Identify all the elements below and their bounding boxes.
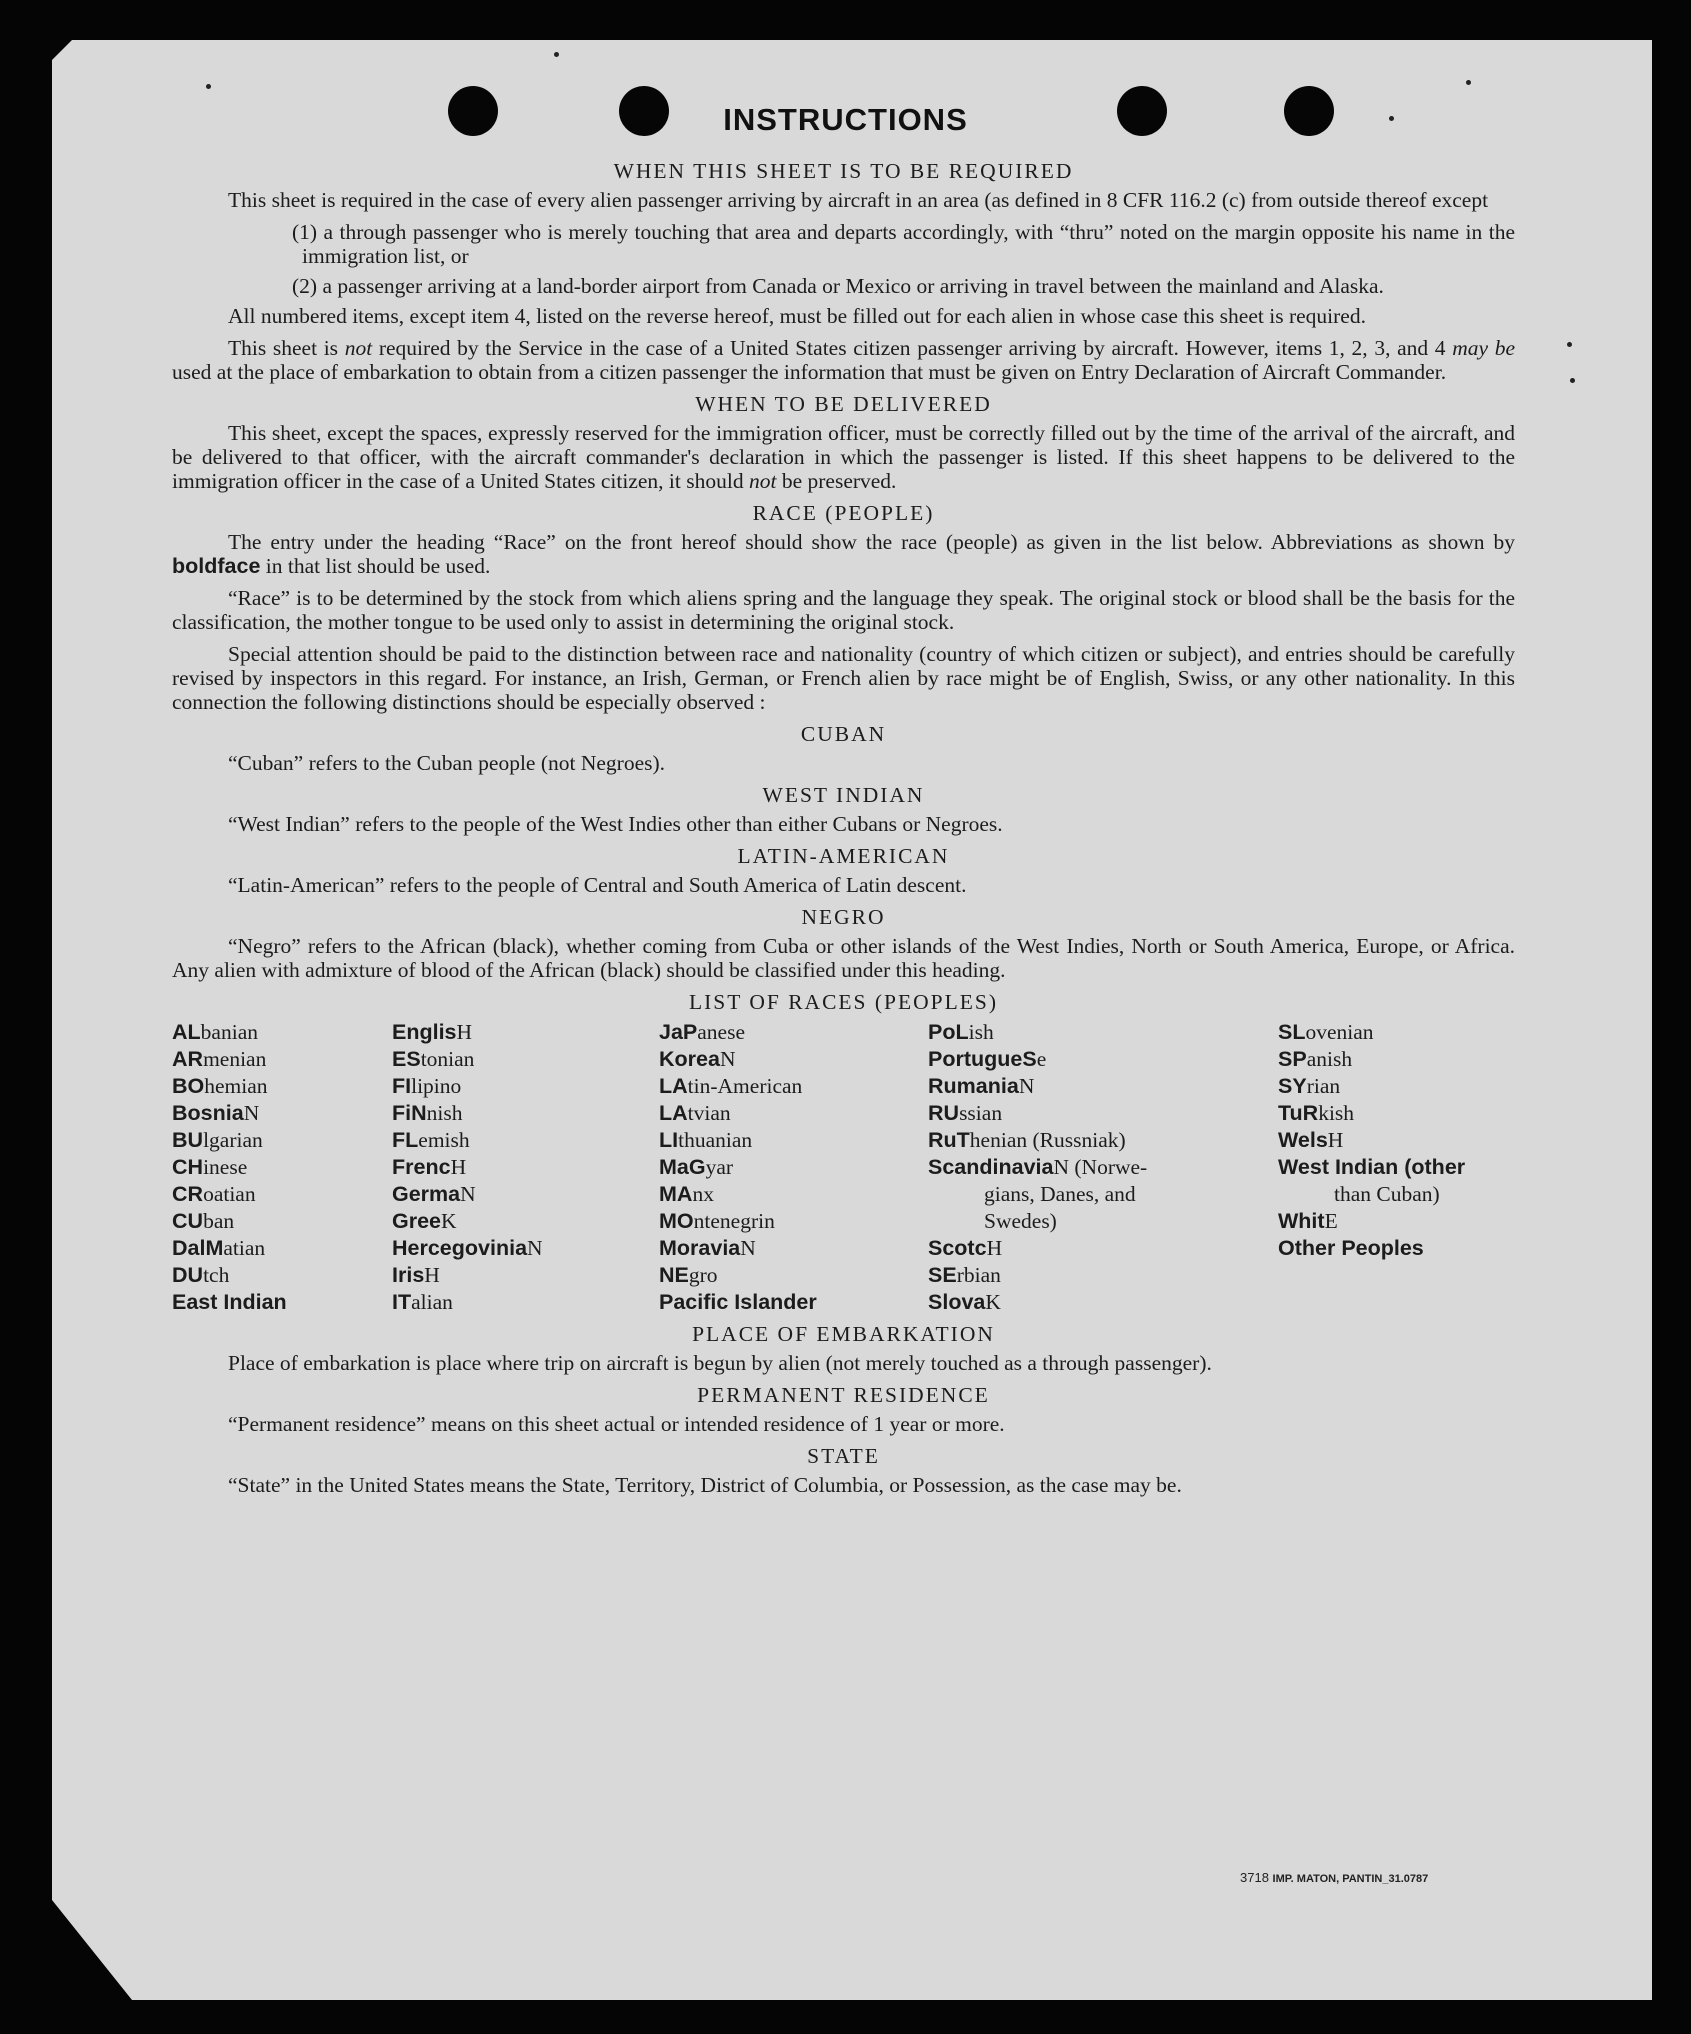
race-rest: inese: [203, 1155, 248, 1179]
race-rest: K: [985, 1290, 1001, 1314]
section-heading: PERMANENT RESIDENCE: [697, 1383, 990, 1407]
section-heading: CUBAN: [800, 722, 887, 746]
race-rest: emish: [418, 1128, 470, 1152]
race-rest: ovenian: [1305, 1020, 1374, 1044]
races-column: [928, 1019, 1278, 1316]
race-entry: [659, 1235, 928, 1262]
page-title: INSTRUCTIONS: [723, 102, 968, 137]
race-abbrev: FI: [392, 1074, 412, 1098]
race-entry: [172, 1046, 392, 1073]
race-rest: H: [1327, 1128, 1344, 1152]
section-heading: WEST INDIAN: [762, 783, 925, 807]
race-entry: [659, 1262, 928, 1289]
race-rest: rian: [1306, 1074, 1341, 1098]
race-abbrev: AR: [172, 1047, 204, 1071]
race-rest: N (Norwe-: [1053, 1155, 1148, 1179]
race-rest: N: [527, 1236, 543, 1260]
race-abbrev: FL: [392, 1128, 419, 1152]
race-rest: menian: [203, 1047, 267, 1071]
race-abbrev: MaG: [659, 1155, 706, 1179]
paragraph: “State” in the United States means the State, Territory, District of Columbia, or Possession, as the case may be.: [228, 1473, 1182, 1497]
race-rest: lgarian: [203, 1128, 263, 1152]
race-abbrev: IT: [392, 1290, 412, 1314]
race-entry: [928, 1019, 1278, 1046]
race-abbrev: LA: [659, 1101, 688, 1125]
race-abbrev: RuT: [928, 1128, 970, 1152]
race-abbrev: Moravia: [659, 1236, 741, 1260]
race-entry: [928, 1100, 1278, 1127]
race-rest: ssian: [959, 1101, 1003, 1125]
race-entry: [172, 1073, 392, 1100]
race-rest: rbian: [956, 1263, 1001, 1287]
section-heading: STATE: [807, 1444, 880, 1468]
list-item: (1) a through passenger who is merely touching that area and departs accordingly, with “thru” noted on the margin opposite his name in the immigration list, or: [292, 220, 1515, 268]
race-rest: tch: [203, 1263, 230, 1287]
race-entry: [392, 1235, 659, 1262]
race-rest: banian: [200, 1020, 258, 1044]
race-abbrev: SY: [1278, 1074, 1307, 1098]
race-rest: nish: [426, 1101, 463, 1125]
race-entry: [1278, 1127, 1515, 1154]
races-list: [172, 1019, 1515, 1316]
race-rest: N: [460, 1182, 476, 1206]
speck: [206, 84, 211, 89]
paragraph: “West Indian” refers to the people of the West Indies other than either Cubans or Negroes.: [228, 812, 1003, 836]
race-abbrev: Gree: [392, 1209, 442, 1233]
race-abbrev: AL: [172, 1020, 201, 1044]
race-entry: [928, 1208, 1278, 1235]
race-entry: [659, 1100, 928, 1127]
race-entry: [928, 1289, 1278, 1316]
race-entry: [659, 1289, 928, 1316]
race-abbrev: JaP: [659, 1020, 698, 1044]
race-entry: [172, 1154, 392, 1181]
speck: [1567, 342, 1572, 347]
section-heading: WHEN THIS SHEET IS TO BE REQUIRED: [613, 159, 1074, 183]
race-entry: [172, 1208, 392, 1235]
race-rest: ntenegrin: [693, 1209, 775, 1233]
race-entry: [392, 1154, 659, 1181]
race-entry: [928, 1154, 1278, 1181]
race-abbrev: Englis: [392, 1020, 457, 1044]
race-rest: tvian: [687, 1101, 731, 1125]
instructions-body: [172, 153, 1515, 1505]
race-abbrev: DalM: [172, 1236, 224, 1260]
speck: [554, 52, 559, 57]
race-abbrev: Scotc: [928, 1236, 987, 1260]
list-item: (2) a passenger arriving at a land-border airport from Canada or Mexico or arriving in travel between the mainland and Alaska.: [292, 274, 1384, 298]
race-rest: hemian: [204, 1074, 268, 1098]
race-entry: [1278, 1235, 1515, 1262]
race-rest: lipino: [411, 1074, 462, 1098]
races-column: [1278, 1019, 1515, 1316]
race-abbrev: SP: [1278, 1047, 1307, 1071]
races-column: [659, 1019, 928, 1316]
race-rest: tin-American: [687, 1074, 803, 1098]
race-rest: N: [1018, 1074, 1035, 1098]
section-heading: NEGRO: [801, 905, 886, 929]
race-rest: N: [719, 1047, 736, 1071]
race-rest: K: [441, 1209, 457, 1233]
race-rest: e: [1036, 1047, 1047, 1071]
race-abbrev: Wels: [1278, 1128, 1328, 1152]
race-rest: H: [450, 1155, 467, 1179]
section-heading: WHEN TO BE DELIVERED: [695, 392, 992, 416]
race-rest: anese: [697, 1020, 746, 1044]
races-column: [392, 1019, 659, 1316]
race-abbrev: Pacific Islander: [659, 1290, 817, 1314]
race-entry: [928, 1181, 1278, 1208]
race-rest: anish: [1306, 1047, 1353, 1071]
paragraph: This sheet is required in the case of every alien passenger arriving by aircraft in an area (as defined in 8 CFR 116.2 (c) from outside thereof except: [228, 188, 1489, 212]
race-entry: [659, 1208, 928, 1235]
race-entry: [1278, 1046, 1515, 1073]
speck: [1466, 80, 1471, 85]
race-entry: [392, 1262, 659, 1289]
race-rest: atian: [223, 1236, 266, 1260]
paragraph: This sheet is not required by the Service in the case of a United States citizen passenger arriving by aircraft. However, items 1, 2, 3, and 4 may be used at the place of embarkation to obtain from a citizen passenger the information that must be given on Entry Declaration of Aircraft Commander.: [172, 336, 1515, 384]
race-rest: than Cuban): [1334, 1182, 1440, 1206]
race-entry: [659, 1154, 928, 1181]
race-entry: [392, 1046, 659, 1073]
section-heading: LIST OF RACES (PEOPLES): [688, 990, 999, 1014]
paragraph: Place of embarkation is place where trip on aircraft is begun by alien (not merely touched as a through passenger).: [228, 1351, 1212, 1375]
race-abbrev: CR: [172, 1182, 204, 1206]
race-rest: tonian: [420, 1047, 475, 1071]
race-abbrev: Bosnia: [172, 1101, 244, 1125]
printer-imprint: 3718 IMP. MATON, PANTIN_31.0787: [1240, 1870, 1429, 1885]
race-rest: H: [456, 1020, 473, 1044]
race-abbrev: DU: [172, 1263, 204, 1287]
race-abbrev: Hercegovinia: [392, 1236, 528, 1260]
race-rest: H: [424, 1263, 440, 1287]
race-entry: [172, 1100, 392, 1127]
race-abbrev: SL: [1278, 1020, 1306, 1044]
race-abbrev: RU: [928, 1101, 960, 1125]
race-rest: ban: [203, 1209, 235, 1233]
race-rest: N: [243, 1101, 260, 1125]
race-abbrev: BU: [172, 1128, 204, 1152]
race-entry: [172, 1127, 392, 1154]
race-entry: [928, 1073, 1278, 1100]
race-rest: N: [740, 1236, 756, 1260]
race-entry: [392, 1073, 659, 1100]
paragraph: Special attention should be paid to the distinction between race and nationality (country of which citizen or subject), and entries should be carefully revised by inspectors in this regard. For instance, an Irish, German, or French alien by race might be of English, Swiss, or any other nationality. In this connection the following distinctions should be especially observed :: [172, 642, 1515, 714]
race-entry: [392, 1181, 659, 1208]
race-rest: alian: [411, 1290, 453, 1314]
paragraph: This sheet, except the spaces, expressly reserved for the immigration officer, must be correctly filled out by the time of the arrival of the aircraft, and be delivered to that officer, with the aircraft commander's declaration in which the passenger is listed. If this sheet happens to be delivered to the immigration officer in the case of a United States citizen, it should not be preserved.: [172, 421, 1515, 493]
paragraph: The entry under the heading “Race” on the front hereof should show the race (people) as given in the list below. Abbreviations as shown by boldface in that list should be used.: [172, 530, 1515, 578]
race-abbrev: MO: [659, 1209, 694, 1233]
race-entry: [928, 1046, 1278, 1073]
race-rest: gians, Danes, and: [984, 1182, 1136, 1206]
race-rest: E: [1324, 1209, 1338, 1233]
race-abbrev: Rumania: [928, 1074, 1019, 1098]
race-entry: [928, 1127, 1278, 1154]
race-rest: Swedes): [984, 1209, 1057, 1233]
race-entry: [928, 1262, 1278, 1289]
paragraph: “Latin-American” refers to the people of Central and South America of Latin descent.: [228, 873, 967, 897]
race-abbrev: Germa: [392, 1182, 461, 1206]
paragraph: “Race” is to be determined by the stock from which aliens spring and the language they speak. The original stock or blood shall be the basis for the classification, the mother tongue to be used only to assist in determining the original stock.: [172, 586, 1515, 634]
race-entry: [659, 1127, 928, 1154]
race-rest: gro: [688, 1263, 718, 1287]
race-entry: [659, 1046, 928, 1073]
race-abbrev: CU: [172, 1209, 204, 1233]
races-column: [172, 1019, 392, 1316]
race-abbrev: West Indian (other: [1278, 1155, 1466, 1179]
race-abbrev: Slova: [928, 1290, 986, 1314]
race-entry: [392, 1289, 659, 1316]
race-abbrev: Other Peoples: [1278, 1236, 1424, 1260]
race-abbrev: Iris: [392, 1263, 425, 1287]
race-entry: [392, 1127, 659, 1154]
race-abbrev: LA: [659, 1074, 688, 1098]
race-rest: henian (Russniak): [969, 1128, 1126, 1152]
race-entry: [172, 1289, 392, 1316]
race-abbrev: SE: [928, 1263, 957, 1287]
paragraph: “Negro” refers to the African (black), whether coming from Cuba or other islands of the West Indies, North or South America, Europe, or Africa. Any alien with admixture of blood of the African (black) should be classified under this heading.: [172, 934, 1515, 982]
race-abbrev: Korea: [659, 1047, 720, 1071]
race-rest: kish: [1318, 1101, 1355, 1125]
race-entry: [172, 1181, 392, 1208]
race-entry: [659, 1181, 928, 1208]
paragraph: All numbered items, except item 4, listed on the reverse hereof, must be filled out for each alien in whose case this sheet is required.: [228, 304, 1366, 328]
race-abbrev: Whit: [1278, 1209, 1325, 1233]
race-rest: H: [986, 1236, 1003, 1260]
speck: [1570, 378, 1575, 383]
race-abbrev: FiN: [392, 1101, 427, 1125]
race-entry: [1278, 1073, 1515, 1100]
race-abbrev: BO: [172, 1074, 205, 1098]
race-abbrev: Frenc: [392, 1155, 451, 1179]
race-entry: [1278, 1154, 1515, 1181]
race-rest: thuanian: [678, 1128, 753, 1152]
race-entry: [1278, 1100, 1515, 1127]
race-abbrev: CH: [172, 1155, 204, 1179]
section-heading: RACE (PEOPLE): [752, 501, 935, 525]
paragraph: “Permanent residence” means on this sheet actual or intended residence of 1 year or more.: [228, 1412, 1005, 1436]
race-entry: [392, 1208, 659, 1235]
race-abbrev: MA: [659, 1182, 693, 1206]
race-entry: [172, 1019, 392, 1046]
race-entry: [392, 1100, 659, 1127]
race-entry: [1278, 1181, 1515, 1208]
paragraph: “Cuban” refers to the Cuban people (not Negroes).: [228, 751, 666, 775]
race-entry: [659, 1073, 928, 1100]
race-abbrev: PortugueS: [928, 1047, 1037, 1071]
race-rest: oatian: [203, 1182, 256, 1206]
race-rest: ish: [968, 1020, 994, 1044]
race-entry: [1278, 1019, 1515, 1046]
race-abbrev: NE: [659, 1263, 689, 1287]
race-rest: yar: [705, 1155, 734, 1179]
race-abbrev: Scandinavia: [928, 1155, 1054, 1179]
race-entry: [1278, 1208, 1515, 1235]
race-abbrev: ES: [392, 1047, 421, 1071]
race-abbrev: TuR: [1278, 1101, 1319, 1125]
race-abbrev: LI: [659, 1128, 679, 1152]
section-heading: LATIN-AMERICAN: [737, 844, 950, 868]
race-abbrev: East Indian: [172, 1290, 287, 1314]
race-entry: [172, 1262, 392, 1289]
race-rest: nx: [692, 1182, 714, 1206]
race-entry: [172, 1235, 392, 1262]
race-entry: [928, 1235, 1278, 1262]
race-entry: [659, 1019, 928, 1046]
race-abbrev: PoL: [928, 1020, 969, 1044]
section-heading: PLACE OF EMBARKATION: [692, 1322, 995, 1346]
race-entry: [392, 1019, 659, 1046]
